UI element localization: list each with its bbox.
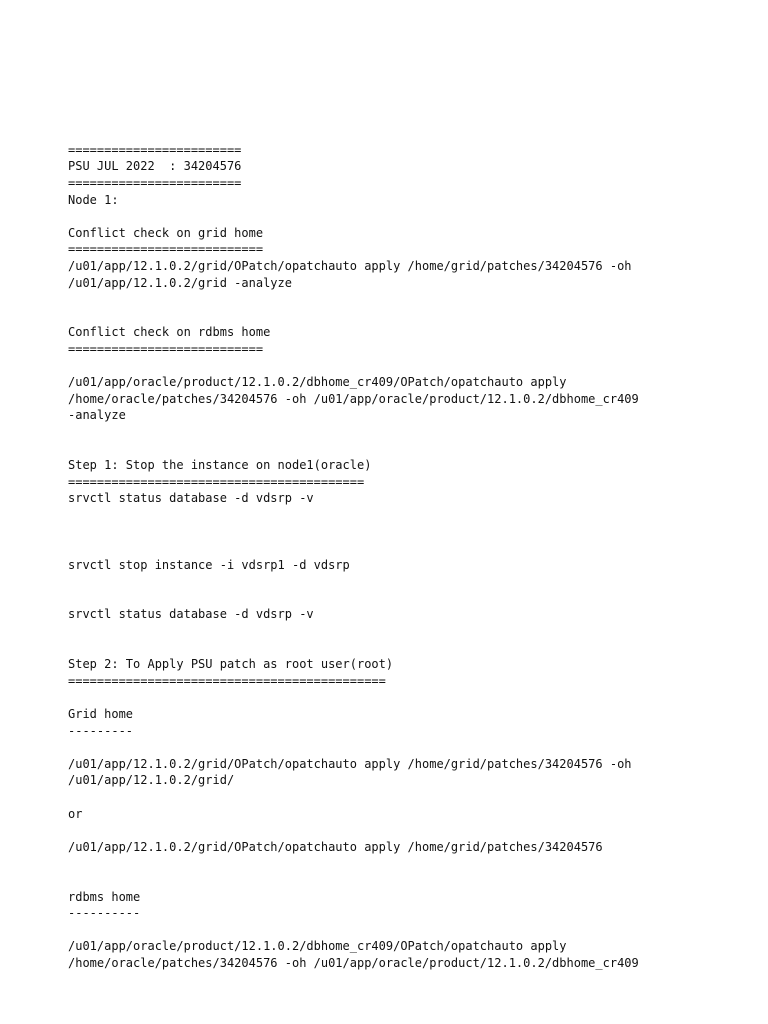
document-line: /u01/app/12.1.0.2/grid/OPatch/opatchauto apply /home/grid/patches/34204576 -oh [68, 756, 632, 771]
document-line: srvctl status database -d vdsrp -v [68, 607, 314, 622]
document-line: srvctl stop instance -i vdsrp1 -d vdsrp [68, 557, 350, 572]
document-line [68, 922, 748, 939]
document-line: -analyze [68, 408, 126, 423]
document-line: /u01/app/12.1.0.2/grid -analyze [68, 275, 292, 290]
document-line: ============================================ [68, 673, 386, 688]
document-line [68, 208, 748, 225]
document-line: Step 2: To Apply PSU patch as root user(root) [68, 657, 394, 672]
document-line [68, 590, 748, 607]
document-line: /u01/app/12.1.0.2/grid/ [68, 773, 235, 788]
document-line [68, 855, 748, 872]
document-line: /home/oracle/patches/34204576 -oh /u01/app/oracle/product/12.1.0.2/dbhome_cr409 [68, 955, 639, 970]
document-text-body [68, 92, 748, 971]
document-line [68, 789, 748, 806]
document-line [68, 822, 748, 839]
document-line: Conflict check on rdbms home [68, 325, 271, 340]
document-line: srvctl status database -d vdsrp -v [68, 491, 314, 506]
document-line [68, 573, 748, 590]
document-line [68, 507, 748, 524]
document-line: Conflict check on grid home [68, 225, 264, 240]
document-line: rdbms home [68, 889, 141, 904]
document-line [68, 440, 748, 457]
document-line: /u01/app/12.1.0.2/grid/OPatch/opatchauto apply /home/grid/patches/34204576 -oh [68, 258, 632, 273]
document-line: ---------- [68, 906, 141, 921]
document-line [68, 424, 748, 441]
document-line [68, 523, 748, 540]
document-line [68, 689, 748, 706]
document-line: Step 1: Stop the instance on node1(oracle) [68, 458, 372, 473]
document-line: ======================== [68, 142, 242, 157]
document-line [68, 358, 748, 375]
document-line: ========================================= [68, 474, 365, 489]
document-line: /u01/app/oracle/product/12.1.0.2/dbhome_cr409/OPatch/opatchauto apply [68, 939, 567, 954]
document-line: =========================== [68, 341, 264, 356]
document-line: --------- [68, 723, 134, 738]
document-line [68, 540, 748, 557]
document-line [68, 640, 748, 657]
document-line: Node 1: [68, 192, 119, 207]
document-line [68, 623, 748, 640]
document-line: /u01/app/oracle/product/12.1.0.2/dbhome_cr409/OPatch/opatchauto apply [68, 375, 567, 390]
document-line [68, 291, 748, 308]
document-line [68, 739, 748, 756]
document-line [68, 308, 748, 325]
document-line: or [68, 806, 83, 821]
document-line [68, 872, 748, 889]
document-line: /home/oracle/patches/34204576 -oh /u01/app/oracle/product/12.1.0.2/dbhome_cr409 [68, 391, 639, 406]
document-line: ======================== [68, 175, 242, 190]
document-line: =========================== [68, 242, 264, 257]
document-line: Grid home [68, 706, 134, 721]
document-line: /u01/app/12.1.0.2/grid/OPatch/opatchauto apply /home/grid/patches/34204576 [68, 839, 603, 854]
document-line: PSU JUL 2022 : 34204576 [68, 159, 242, 174]
